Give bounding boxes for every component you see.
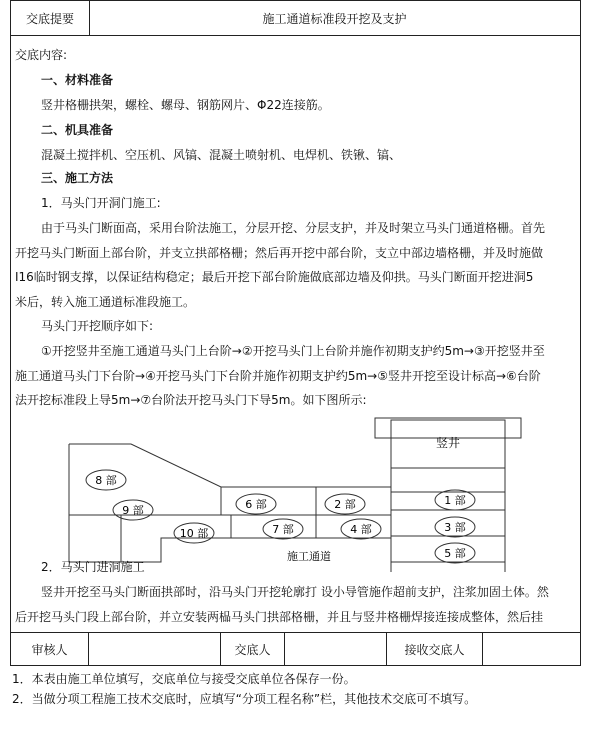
header-label: 交底提要 — [11, 1, 90, 35]
content-heading: 交底内容: — [15, 48, 68, 62]
note-2: 2．当做分项工程施工技术交底时，应填写“分项工程名称”栏，其他技术交底可不填写。 — [12, 692, 477, 706]
part-4-label: 4 部 — [350, 523, 372, 536]
note-1: 1．本表由施工单位填写，交底单位与接受交底单位各保存一份。 — [12, 672, 356, 686]
header-title: 施工通道标准段开挖及支护 — [262, 11, 407, 26]
para-2-line-1: 竖井开挖至马头门断面拱部时，沿马头门开挖轮廓打 设小导管施作超前支护，注浆加固土体。然 — [41, 585, 549, 599]
part-6-label: 6 部 — [245, 498, 267, 511]
discloser-field[interactable] — [285, 633, 387, 665]
subsection-1-title: 1．马头门开洞门施工: — [41, 196, 161, 210]
subsection-2-title: 2．马头门进洞施工 — [41, 560, 145, 574]
header-row — [10, 0, 581, 36]
para-1-line-2: 开挖马头门断面上部台阶，并支立拱部格栅；然后再开挖中部台阶，支立中部边墙格栅，并及时施做 — [15, 246, 544, 260]
reviewer-label: 审核人 — [11, 633, 89, 665]
receiver-label: 接收交底人 — [387, 633, 483, 665]
shaft-label: 竖井 — [435, 436, 461, 450]
section-2-text: 混凝土搅拌机、空压机、风镐、混凝土喷射机、电焊机、铁锹、镐、 — [41, 148, 402, 162]
part-1-label: 1 部 — [444, 494, 466, 507]
sequence-line-1: ①开挖竖井至施工通道马头门上台阶→②开挖马头门上台阶并施作初期支护约5m→③开挖竖井至 — [41, 344, 545, 358]
para-1-line-1: 由于马头门断面高，采用台阶法施工，分层开挖、分层支护，并及时架立马头门通道格栅。首先 — [41, 221, 546, 235]
section-1-title: 一、材料准备 — [41, 73, 114, 87]
para-1-line-4: 米后，转入施工通道标准段施工。 — [15, 295, 196, 309]
part-7-label: 7 部 — [272, 523, 294, 536]
part-10-label: 10 部 — [179, 527, 209, 540]
section-3-title: 三、施工方法 — [41, 171, 114, 185]
part-2-label: 2 部 — [334, 498, 356, 511]
section-2-title: 二、机具准备 — [41, 123, 114, 137]
receiver-field[interactable] — [483, 633, 580, 665]
para-1-line-3: I16临时钢支撑，以保证结构稳定；最后开挖下部台阶施做底部边墙及仰拱。马头门断面开挖进洞5 — [15, 270, 534, 284]
para-2-line-2: 后开挖马头门段上部台阶，并立安装两榀马头门拱部格栅，并且与竖井格栅焊接连接成整体，然后挂 — [15, 610, 544, 624]
shaft-top-outer — [375, 418, 521, 438]
part-5-label: 5 部 — [444, 547, 466, 560]
excavation-diagram — [61, 412, 581, 572]
part-9-label: 9 部 — [122, 504, 144, 517]
signature-row — [10, 632, 581, 666]
content-box — [10, 35, 581, 633]
sequence-line-2: 施工通道马头门下台阶→④开挖马头门下台阶并施作初期支护约5m→⑤竖井开挖至设计标高→⑥台阶 — [15, 369, 541, 383]
channel-top-outline — [69, 444, 391, 487]
part-8-label: 8 部 — [95, 474, 117, 487]
reviewer-field[interactable] — [89, 633, 221, 665]
part-3-label: 3 部 — [444, 521, 466, 534]
sequence-line-3: 法开挖标准段上导5m→⑦台阶法开挖马头门下导5m。如下图所示: — [15, 393, 367, 407]
sequence-title: 马头门开挖顺序如下: — [41, 319, 154, 333]
section-1-text: 竖井格栅拱架，螺栓、螺母、钢筋网片、Φ22连接筋。 — [41, 98, 330, 112]
channel-label: 施工通道 — [287, 550, 331, 563]
discloser-label: 交底人 — [221, 633, 285, 665]
